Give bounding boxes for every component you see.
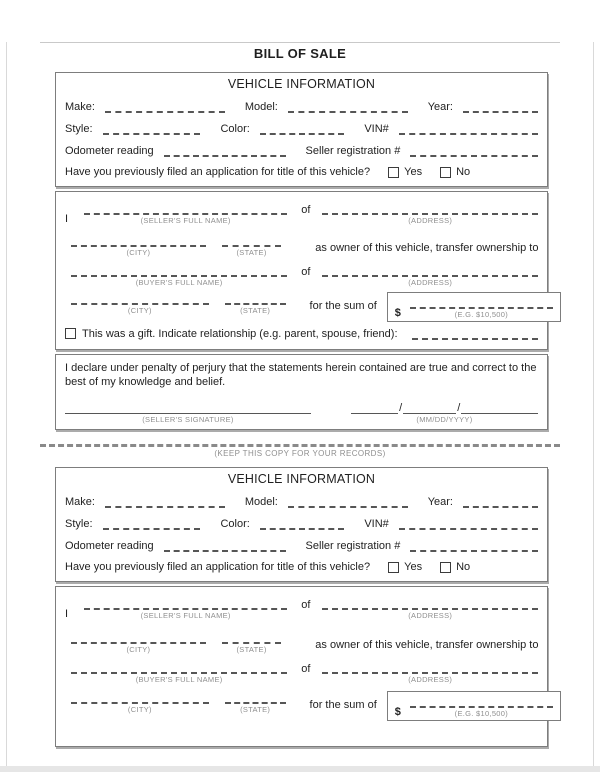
seller-name-caption: (SELLER'S FULL NAME) xyxy=(140,610,231,620)
seller-address-row xyxy=(56,597,547,620)
date-day-line[interactable] xyxy=(403,402,456,414)
vin-label: VIN# xyxy=(364,123,389,135)
sum-example-caption: (E.G. $10,500) xyxy=(454,708,509,718)
color-label: Color: xyxy=(220,517,250,530)
buyer-city-state-sum-row xyxy=(56,691,547,720)
style-color-vin-row xyxy=(56,517,547,530)
make-model-year-row xyxy=(56,100,547,113)
odometer-registration-row xyxy=(56,144,547,157)
model-field-line[interactable] xyxy=(288,100,408,113)
seller-name-caption: (SELLER'S FULL NAME) xyxy=(140,216,231,225)
transfer-ownership-text: as owner of this vehicle, transfer ownership to xyxy=(315,638,539,651)
seller-city-state-row xyxy=(56,631,547,654)
sum-box xyxy=(387,292,561,322)
model-label: Model: xyxy=(244,101,278,113)
address-caption: (ADDRESS) xyxy=(408,216,453,225)
yes-checkbox[interactable] xyxy=(388,562,399,573)
buyer-name-line[interactable] xyxy=(71,661,287,674)
vin-field-line[interactable] xyxy=(399,122,538,135)
page-title: BILL OF SALE xyxy=(253,46,347,61)
buyer-state-line[interactable] xyxy=(225,292,286,305)
seller-address-row xyxy=(56,202,547,225)
buyer-name-caption: (BUYER'S FULL NAME) xyxy=(135,674,223,684)
make-model-year-row xyxy=(56,495,547,508)
seller-city-line[interactable] xyxy=(71,631,206,644)
no-checkbox[interactable] xyxy=(440,167,451,178)
seller-city-line[interactable] xyxy=(71,234,206,247)
make-field-line[interactable] xyxy=(105,495,225,508)
header-rule xyxy=(40,42,560,43)
page-bottom-edge xyxy=(0,766,600,772)
state-caption: (STATE) xyxy=(236,248,267,257)
seller-state-line[interactable] xyxy=(222,234,281,247)
page-left-edge xyxy=(6,42,7,766)
year-field-line[interactable] xyxy=(463,100,538,113)
year-label: Year: xyxy=(427,101,453,113)
seller-address-line[interactable] xyxy=(322,202,538,215)
transfer-ownership-text: as owner of this vehicle, transfer ownership to xyxy=(315,242,539,254)
date-month-line[interactable] xyxy=(351,402,398,414)
sum-amount-line[interactable] xyxy=(410,695,553,708)
no-checkbox[interactable] xyxy=(440,562,451,573)
tear-off-dashed-separator xyxy=(40,444,560,447)
year-field-line[interactable] xyxy=(463,495,538,508)
odometer-registration-row xyxy=(56,539,547,552)
gift-relationship-line[interactable] xyxy=(412,327,539,340)
dollar-sign: $ xyxy=(394,705,401,718)
title-question-row xyxy=(56,166,547,178)
style-field-line[interactable] xyxy=(103,517,201,530)
date-year-line[interactable] xyxy=(461,402,538,414)
odometer-field-line[interactable] xyxy=(164,144,286,157)
style-color-vin-row xyxy=(56,122,547,135)
title-question-label: Have you previously filed an application for title of this vehicle? xyxy=(65,166,371,178)
no-label: No xyxy=(456,560,471,573)
buyer-city-line[interactable] xyxy=(71,691,209,704)
declaration-text: I declare under penalty of perjury that the statements herein contained are true and correct to the best of my knowledge and belief. xyxy=(65,362,537,389)
vehicle-info-section-copy1 xyxy=(55,72,548,187)
city-caption: (CITY) xyxy=(126,248,151,257)
date-slash: / xyxy=(399,401,403,414)
buyer-state-line[interactable] xyxy=(225,691,286,704)
gift-label: This was a gift. Indicate relationship (e.g. parent, spouse, friend): xyxy=(82,328,398,340)
seller-name-line[interactable] xyxy=(84,202,287,215)
style-label: Style: xyxy=(65,123,93,135)
vin-field-line[interactable] xyxy=(399,517,538,530)
make-label: Make: xyxy=(65,101,95,113)
seller-state-line[interactable] xyxy=(222,631,281,644)
year-label: Year: xyxy=(427,495,453,508)
color-field-line[interactable] xyxy=(260,517,345,530)
style-field-line[interactable] xyxy=(103,122,201,135)
date-format-caption: (MM/DD/YYYY) xyxy=(416,414,473,424)
yes-label: Yes xyxy=(404,560,423,573)
dollar-sign: $ xyxy=(394,307,401,319)
sum-box xyxy=(387,691,561,721)
address-caption: (ADDRESS) xyxy=(408,674,453,684)
title-question-row xyxy=(56,561,547,573)
vehicle-info-section-copy2 xyxy=(55,467,548,582)
seller-address-line[interactable] xyxy=(322,597,538,610)
gift-checkbox[interactable] xyxy=(65,328,76,339)
buyer-city-line[interactable] xyxy=(71,292,209,305)
of-label: of xyxy=(301,266,311,278)
model-label: Model: xyxy=(244,495,278,508)
city-caption: (CITY) xyxy=(127,306,152,315)
seller-registration-field-line[interactable] xyxy=(410,539,538,552)
i-label: I xyxy=(65,607,69,620)
city-caption: (CITY) xyxy=(126,644,151,654)
transfer-section-copy2 xyxy=(55,586,548,747)
yes-checkbox[interactable] xyxy=(388,167,399,178)
buyer-address-line[interactable] xyxy=(322,661,538,674)
date-field xyxy=(351,402,538,424)
make-label: Make: xyxy=(65,495,95,508)
state-caption: (STATE) xyxy=(240,704,271,714)
model-field-line[interactable] xyxy=(288,495,408,508)
seller-name-line[interactable] xyxy=(84,597,287,610)
seller-registration-field-line[interactable] xyxy=(410,144,538,157)
of-label: of xyxy=(301,598,311,611)
date-slash: / xyxy=(457,401,461,414)
vin-label: VIN# xyxy=(364,517,389,530)
seller-registration-label: Seller registration # xyxy=(305,145,401,157)
color-label: Color: xyxy=(220,123,250,135)
seller-city-state-row xyxy=(56,234,547,257)
of-label: of xyxy=(301,662,311,675)
vehicle-info-heading: VEHICLE INFORMATION xyxy=(227,471,376,486)
color-field-line[interactable] xyxy=(260,122,345,135)
city-caption: (CITY) xyxy=(127,704,152,714)
address-caption: (ADDRESS) xyxy=(408,278,453,287)
page-right-edge xyxy=(593,42,594,766)
title-question-label: Have you previously filed an application for title of this vehicle? xyxy=(65,560,371,573)
records-note: (KEEP THIS COPY FOR YOUR RECORDS) xyxy=(214,448,386,458)
sum-label: for the sum of xyxy=(309,698,377,711)
odometer-label: Odometer reading xyxy=(65,539,154,552)
seller-signature-caption: (SELLER'S SIGNATURE) xyxy=(142,414,234,424)
vehicle-info-heading: VEHICLE INFORMATION xyxy=(227,77,376,91)
buyer-name-caption: (BUYER'S FULL NAME) xyxy=(135,278,223,287)
make-field-line[interactable] xyxy=(105,100,225,113)
state-caption: (STATE) xyxy=(236,644,267,654)
of-label: of xyxy=(301,204,311,216)
buyer-city-state-sum-row xyxy=(56,292,547,321)
i-label: I xyxy=(65,213,69,225)
gift-row xyxy=(56,327,547,340)
style-label: Style: xyxy=(65,517,93,530)
buyer-address-line[interactable] xyxy=(322,264,538,277)
seller-signature-line[interactable] xyxy=(65,402,311,414)
address-caption: (ADDRESS) xyxy=(408,610,453,620)
signature-date-row xyxy=(56,390,547,429)
buyer-name-line[interactable] xyxy=(71,264,287,277)
sum-label: for the sum of xyxy=(309,300,377,312)
odometer-label: Odometer reading xyxy=(65,145,154,157)
declaration-section xyxy=(55,354,548,430)
state-caption: (STATE) xyxy=(240,306,271,315)
no-label: No xyxy=(456,166,471,178)
sum-example-caption: (E.G. $10,500) xyxy=(454,310,509,319)
transfer-section-copy1 xyxy=(55,191,548,350)
buyer-address-row xyxy=(56,264,547,287)
yes-label: Yes xyxy=(404,166,423,178)
buyer-address-row xyxy=(56,661,547,684)
sum-amount-line[interactable] xyxy=(410,296,553,309)
seller-registration-label: Seller registration # xyxy=(305,539,401,552)
odometer-field-line[interactable] xyxy=(164,539,286,552)
